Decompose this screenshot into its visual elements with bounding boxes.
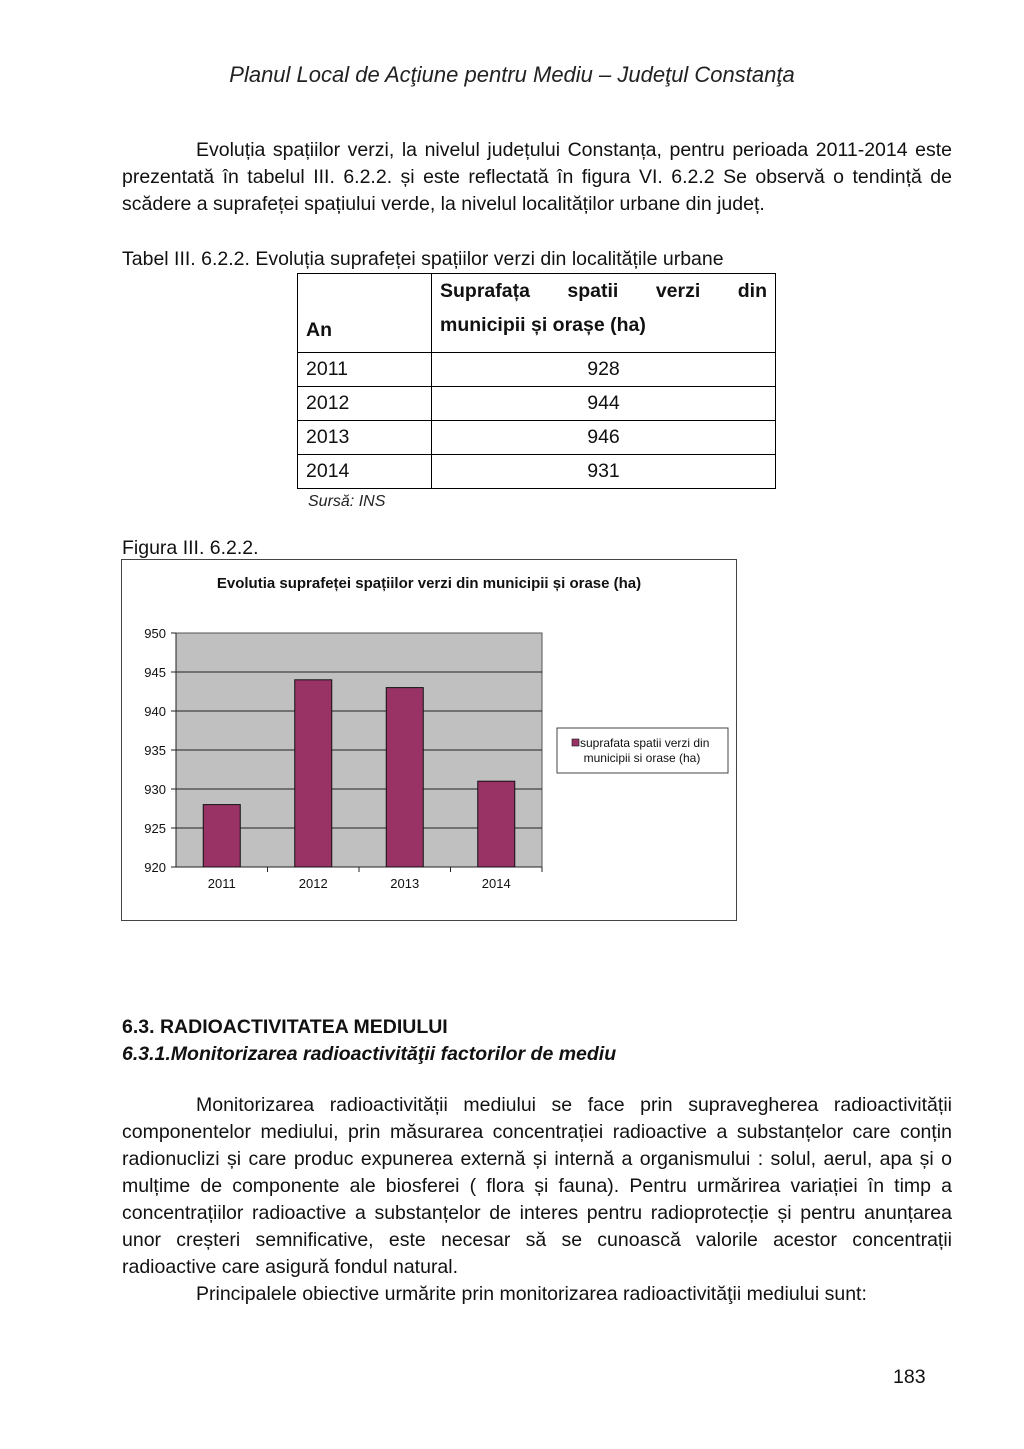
figure-caption: Figura III. 6.2.2.	[122, 537, 259, 559]
y-tick-label: 950	[144, 626, 166, 641]
body-paragraph-1: Monitorizarea radioactivității mediului se face prin supravegherea radioactivității componentelor mediului, prin măsurarea concentrației radioactive a substanțelor care conțin radionuclizi și care produc expunerea externă și internă a organismului : solul, aerul, apa și o mulțime de componente ale biosferei ( flora și fauna). Pentru urmărirea variației în timp a concentrațiilor radioactive a substanțelor de interes pentru radioprotecție și pentru anunțarea unor creșteri semnificative, este necesar să se cunoască valorile acestor concentrații radioactive care asigură fondul natural.	[122, 1094, 952, 1278]
table-row	[298, 421, 776, 455]
row-year: 2013	[298, 421, 432, 455]
row-year: 2011	[298, 353, 432, 387]
x-tick-label: 2014	[481, 876, 511, 891]
header-value-line2: municipii și orașe (ha)	[440, 314, 646, 336]
page-header-title: Planul Local de Acţiune pentru Mediu – Judeţul Constanţa	[229, 62, 795, 87]
y-tick-label: 940	[144, 704, 166, 719]
header-value-line1: Suprafața spatii verzi din	[440, 280, 767, 302]
bar-2011	[203, 805, 240, 867]
bar-2014	[478, 781, 515, 867]
chart-frame	[121, 559, 737, 921]
x-tick-label: 2012	[298, 876, 328, 891]
x-tick-label: 2013	[390, 876, 420, 891]
row-year: 2012	[298, 387, 432, 421]
section-heading: 6.3. RADIOACTIVITATEA MEDIULUI	[122, 1016, 448, 1038]
legend-label-line1: suprafata spatii verzi din	[580, 736, 710, 750]
table-row	[298, 455, 776, 489]
table-row	[298, 353, 776, 387]
bar-2013	[386, 688, 423, 867]
y-tick-label: 925	[144, 821, 166, 836]
y-tick-label: 920	[144, 860, 166, 875]
bar-chart	[122, 560, 736, 920]
bar-2012	[295, 680, 332, 867]
header-value	[432, 274, 776, 353]
table-source: Sursă: INS	[308, 493, 386, 510]
legend-swatch	[572, 739, 579, 746]
section-subheading: 6.3.1.Monitorizarea radioactivităţii factorilor de mediu	[122, 1043, 617, 1065]
y-tick-label: 945	[144, 665, 166, 680]
table-header-row	[298, 274, 776, 353]
intro-paragraph: Evoluția spațiilor verzi, la nivelul județului Constanța, pentru perioada 2011-2014 este prezentată în tabelul III. 6.2.2. și este reflectată în figura VI. 6.2.2 Se observă o tendință de scădere a suprafeței spațiului verde, la nivelul localităților urbane din județ.	[122, 139, 952, 215]
legend-label-line2: municipii si orase (ha)	[583, 751, 701, 765]
row-year: 2014	[298, 455, 432, 489]
chart-title: Evolutia suprafeței spațiilor verzi din municipii și orase (ha)	[216, 575, 642, 592]
x-tick-label: 2011	[207, 876, 236, 891]
body-paragraph-2: Principalele obiective urmărite prin monitorizarea radioactivităţii mediului sunt:	[196, 1283, 867, 1305]
row-value: 944	[432, 387, 776, 421]
green-space-table	[297, 273, 776, 489]
y-tick-label: 930	[144, 782, 166, 797]
row-value: 928	[432, 353, 776, 387]
table-caption: Tabel III. 6.2.2. Evoluția suprafeței spațiilor verzi din localitățile urbane	[122, 248, 724, 270]
header-year: An	[298, 274, 432, 353]
row-value: 946	[432, 421, 776, 455]
y-tick-label: 935	[144, 743, 166, 758]
page-number: 183	[893, 1366, 926, 1388]
table-row	[298, 387, 776, 421]
row-value: 931	[432, 455, 776, 489]
